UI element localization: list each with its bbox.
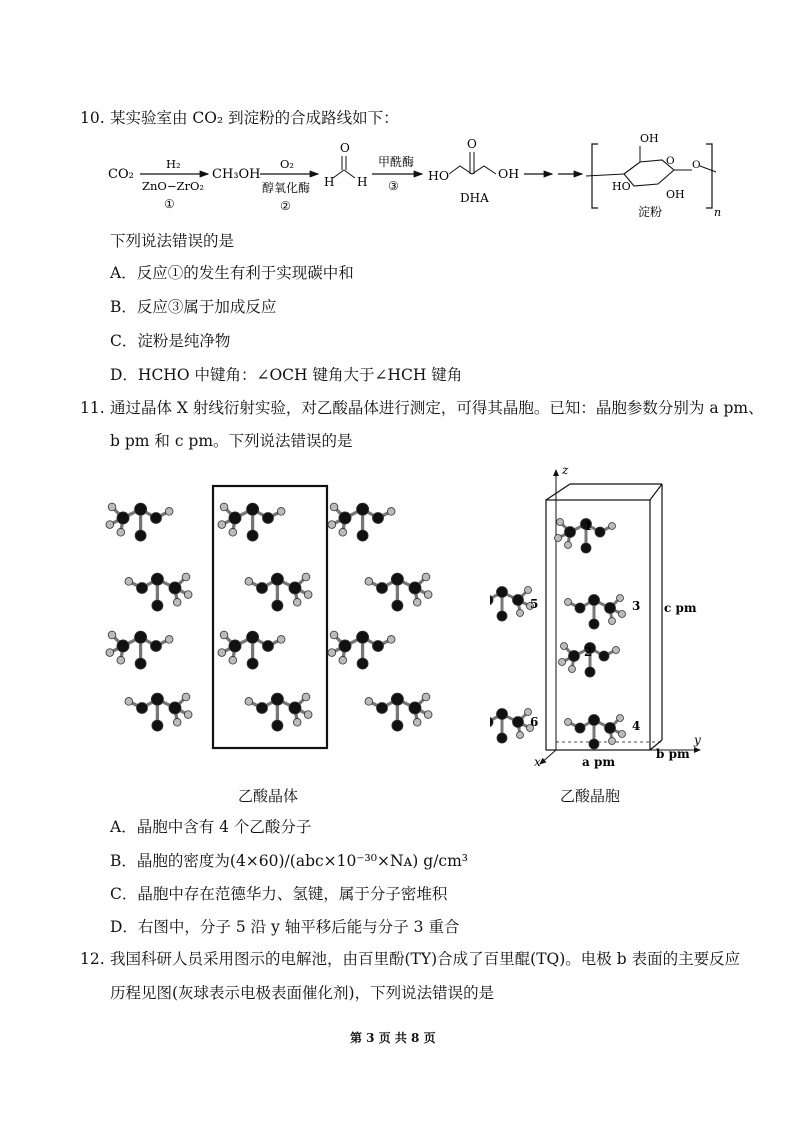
starch-label: 淀粉 bbox=[638, 205, 663, 219]
reagent-h2: H₂ bbox=[166, 157, 181, 171]
molecule-label-5: 5 bbox=[530, 597, 539, 611]
unit-cell-caption: 乙酸晶胞 bbox=[560, 787, 621, 805]
q11-option-a: A．晶胞中含有 4 个乙酸分子 bbox=[110, 818, 312, 836]
q10-option-c: C．淀粉是纯净物 bbox=[110, 332, 231, 350]
q10-option-b: B．反应③属于加成反应 bbox=[110, 298, 277, 316]
svg-text:HO: HO bbox=[428, 168, 450, 183]
acetic-acid-molecule bbox=[245, 693, 312, 731]
step-1-label: ① bbox=[164, 197, 175, 211]
svg-text:OH: OH bbox=[666, 188, 685, 201]
acetic-acid-molecule bbox=[125, 693, 192, 731]
acetic-acid-molecule bbox=[106, 503, 173, 541]
reagent-alcohol-oxidase: 醇氧化酶 bbox=[262, 181, 311, 195]
svg-text:O: O bbox=[467, 137, 477, 151]
q10-option-a: A．反应①的发生有利于实现碳中和 bbox=[110, 264, 354, 282]
acetic-acid-crystal-figure bbox=[95, 470, 480, 760]
a-pm-label: a pm bbox=[582, 755, 616, 769]
svg-text:O: O bbox=[340, 141, 350, 155]
svg-text:OH: OH bbox=[640, 132, 659, 145]
acetic-acid-molecule bbox=[490, 709, 534, 744]
acetic-acid-molecule bbox=[106, 631, 173, 669]
q11-stem-line-1: 通过晶体 X 射线衍射实验，对乙酸晶体进行测定，可得其晶胞。已知：晶胞参数分别为 a pm、 bbox=[110, 399, 764, 417]
q12-number: 12. bbox=[80, 950, 105, 968]
co2-formula: CO₂ bbox=[108, 167, 134, 182]
z-axis-label: z bbox=[562, 463, 569, 477]
svg-text:HO: HO bbox=[612, 180, 631, 193]
acetic-acid-molecule bbox=[365, 573, 432, 611]
q11-option-b: B．晶胞的密度为(4×60)/(abc×10⁻³⁰×Nᴀ) g/cm³ bbox=[110, 852, 469, 870]
q10-number: 10. bbox=[80, 109, 105, 127]
q10-reaction-scheme bbox=[100, 128, 740, 220]
q11-stem-line-2: b pm 和 c pm。下列说法错误的是 bbox=[110, 432, 353, 450]
crystal-caption: 乙酸晶体 bbox=[238, 787, 299, 805]
acetic-acid-molecule bbox=[245, 573, 312, 611]
q12-line-1: 我国科研人员采用图示的电解池，由百里酚(TY)合成了百里醌(TQ)。电极 b 表面的主要反应 bbox=[110, 950, 741, 968]
formaldehyde-structure bbox=[324, 141, 367, 189]
svg-text:H: H bbox=[357, 175, 368, 189]
reagent-o2: O₂ bbox=[280, 157, 295, 171]
acetic-acid-molecule bbox=[565, 715, 626, 750]
q12-line-2: 历程见图(灰球表示电极表面催化剂)，下列说法错误的是 bbox=[110, 984, 495, 1002]
svg-text:O: O bbox=[666, 155, 675, 167]
svg-text:O: O bbox=[692, 159, 701, 171]
molecule-label-2: 2 bbox=[584, 645, 593, 659]
svg-text:H: H bbox=[324, 175, 335, 189]
acetic-acid-unit-cell-figure bbox=[490, 460, 720, 770]
page-footer: 第 3 页 共 8 页 bbox=[350, 1031, 436, 1045]
molecule-label-6: 6 bbox=[530, 715, 539, 729]
step-3-label: ③ bbox=[388, 179, 399, 193]
b-pm-label: b pm bbox=[656, 747, 690, 761]
y-axis-label: y bbox=[694, 733, 701, 747]
q10-prompt: 下列说法错误的是 bbox=[110, 232, 235, 250]
x-axis-label: x bbox=[534, 755, 541, 769]
acetic-acid-molecule bbox=[218, 503, 285, 541]
svg-text:n: n bbox=[714, 206, 722, 219]
x-axis bbox=[540, 750, 556, 764]
reagent-zno-zro2: ZnO−ZrO₂ bbox=[142, 179, 204, 193]
molecule-label-1: 1 bbox=[584, 519, 593, 533]
q11-number: 11. bbox=[80, 399, 105, 417]
acetic-acid-molecule bbox=[565, 595, 626, 630]
molecule-label-4: 4 bbox=[632, 719, 641, 733]
dha-structure bbox=[428, 137, 519, 205]
unit-cell-outline bbox=[213, 486, 327, 748]
step-2-label: ② bbox=[280, 199, 291, 213]
acetic-acid-molecule bbox=[218, 631, 285, 669]
crystal-molecules bbox=[106, 503, 432, 731]
c-pm-label: c pm bbox=[664, 601, 697, 615]
acetic-acid-molecule bbox=[328, 631, 395, 669]
svg-text:OH: OH bbox=[498, 166, 520, 181]
acetic-acid-molecule bbox=[490, 587, 534, 622]
acetic-acid-molecule bbox=[328, 503, 395, 541]
q11-option-d: D．右图中，分子 5 沿 y 轴平移后能与分子 3 重合 bbox=[110, 918, 460, 936]
starch-structure bbox=[586, 132, 721, 219]
q10-option-d: D．HCHO 中键角：∠OCH 键角大于∠HCH 键角 bbox=[110, 366, 463, 384]
cell-molecules bbox=[490, 519, 626, 750]
molecule-label-3: 3 bbox=[632, 599, 641, 613]
q11-option-c: C．晶胞中存在范德华力、氢键，属于分子密堆积 bbox=[110, 885, 448, 903]
acetic-acid-molecule bbox=[365, 693, 432, 731]
ch3oh-formula: CH₃OH bbox=[212, 167, 261, 182]
dha-label: DHA bbox=[460, 191, 489, 205]
acetic-acid-molecule bbox=[125, 573, 192, 611]
reagent-formolase: 甲酰酶 bbox=[378, 155, 415, 169]
q10-stem: 某实验室由 CO₂ 到淀粉的合成路线如下： bbox=[110, 109, 399, 127]
